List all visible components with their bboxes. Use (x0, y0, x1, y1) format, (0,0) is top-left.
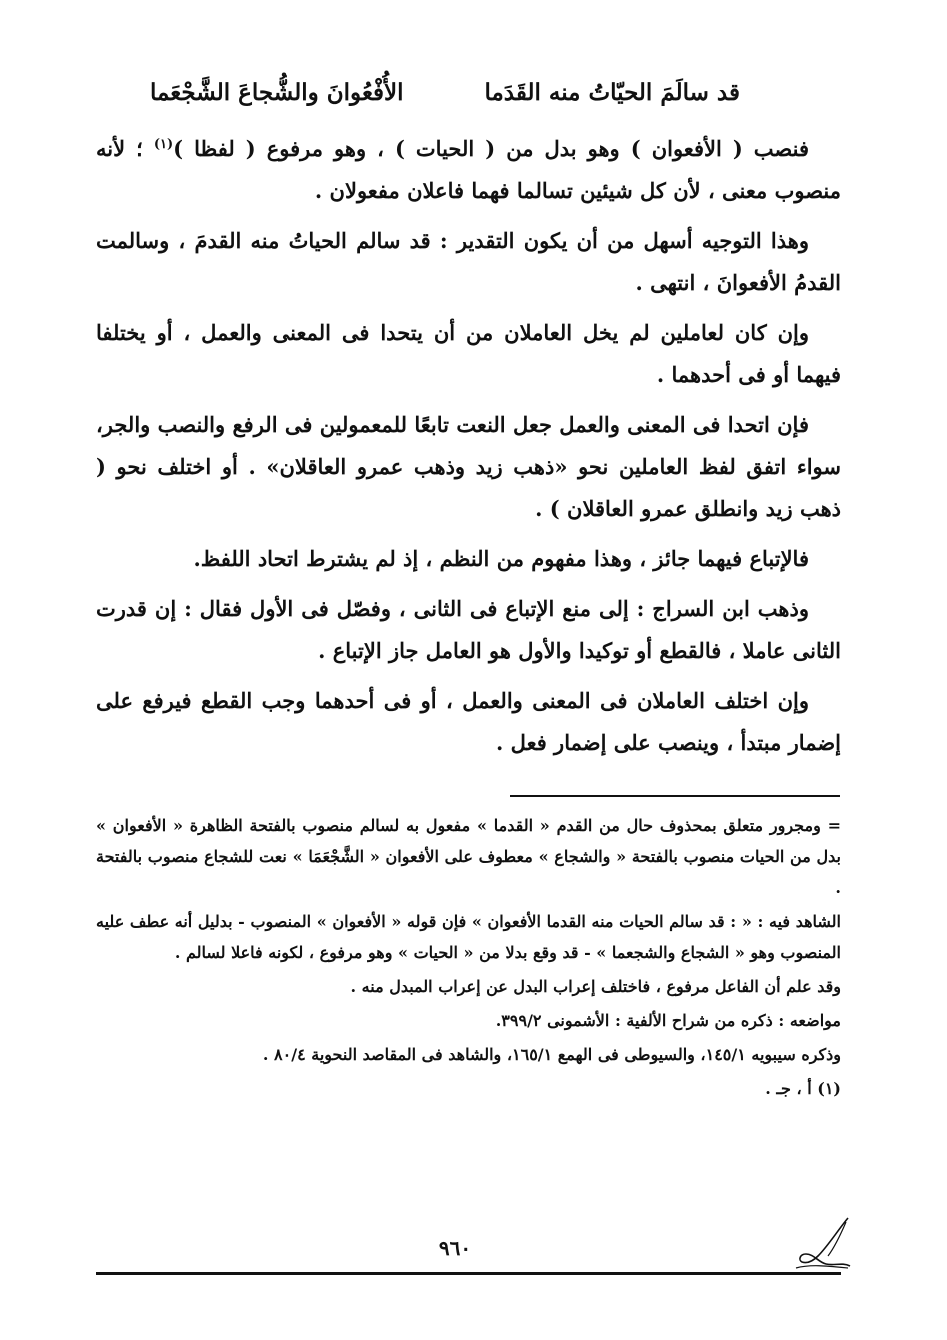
footnotes (96, 810, 841, 1107)
footnote-text: مواضعه : ذكره من شراح الألفية : الأشمونى ٣٩٩/٢. (495, 1011, 841, 1030)
verse-left-hemistich: الأُفْعُوانَ والشُّجاعَ الشَّجْعَما (150, 78, 404, 106)
paragraph-3: وإن كان لعاملين لم يخل العاملان من أن يتحدا فى المعنى والعمل ، أو يختلفا فيهما أو فى أحدهما . (96, 320, 841, 387)
poetry-verse (150, 72, 740, 112)
footnote-text: (١) أ ، جـ . (765, 1079, 841, 1098)
footnote-ref: (١) (153, 137, 174, 152)
footnote-text: وقد علم أن الفاعل مرفوع ، فاختلف إعراب البدل عن إعراب المبدل منه . (350, 977, 841, 996)
footnote-text: الشاهد فيه : « : قد سالم الحيات منه القدما الأفعوان » فإن قوله « الأفعوان » المنصوب - بدليل أنه عطف عليه المنصوب وهو « الشجاع والشجعما » - قد وقع بدلا من « الحيات » وهو مرفوع ، لكونه فاعلا لسالم . (96, 912, 841, 962)
paragraph-6: وذهب ابن السراج : إلى منع الإتباع فى الثانى ، وفصّل فى الأول فقال : إن قدرت الثانى عاملا ، فالقطع أو توكيدا والأول هو العامل جاز الإتباع . (96, 596, 841, 663)
verse-right-hemistich: قد سالَمَ الحيّاتُ منه القَدَما (484, 78, 740, 106)
paragraph-5: فالإتباع فيهما جائز ، وهذا مفهوم من النظم ، إذ لم يشترط اتحاد اللفظ. (193, 546, 809, 571)
footnote-text: وذكره سيبويه ١٤٥/١، والسيوطى فى الهمع ١٦٥/١، والشاهد فى المقاصد النحوية ٨٠/٤ . (262, 1045, 841, 1064)
footnote-separator (510, 795, 840, 797)
paragraph-7: وإن اختلف العاملان فى المعنى والعمل ، أو فى أحدهما وجب القطع فيرفع على إضمار مبتدأ ، وينصب على إضمار فعل . (96, 688, 841, 755)
paragraph-4: فإن اتحدا فى المعنى والعمل جعل النعت تابعًا للمعمولين فى الرفع والنصب والجر، سواء اتفق لفظ العاملين نحو «ذهب زيد وذهب عمرو العاقلان» . أو اختلف نحو ( ذهب زيد وانطلق عمرو العاقلان ) . (96, 412, 841, 521)
main-text (96, 124, 841, 772)
footnote-text: = ومجرور متعلق بمحذوف حال من القدم « القدما » مفعول به لسالم منصوب بالفتحة الظاهرة « الأفعوان » بدل من الحيات منصوب بالفتحة « والشجاع » معطوف على الأفعوان « الشَّجْعَمَا » نعت للشجاع منصوب بالفتحة . (96, 816, 842, 897)
paragraph-1: فنصب ( الأفعوان ) وهو بدل من ( الحيات ) ، وهو مرفوع ( لفظا )$^{(١)}$ ؛ لأنه منصوب معنى ، لأن كل شيئين تسالما فهما فاعلان مفعولان . (96, 136, 841, 203)
bottom-rule (96, 1272, 841, 1275)
page-number: ٩٦٠ (438, 1236, 472, 1260)
signature-mark (788, 1210, 858, 1274)
paragraph-2: وهذا التوجيه أسهل من أن يكون التقدير : قد سالم الحياتُ منه القدمَ ، وسالمت القدمُ الأفعوانَ ، انتهى . (96, 228, 841, 295)
